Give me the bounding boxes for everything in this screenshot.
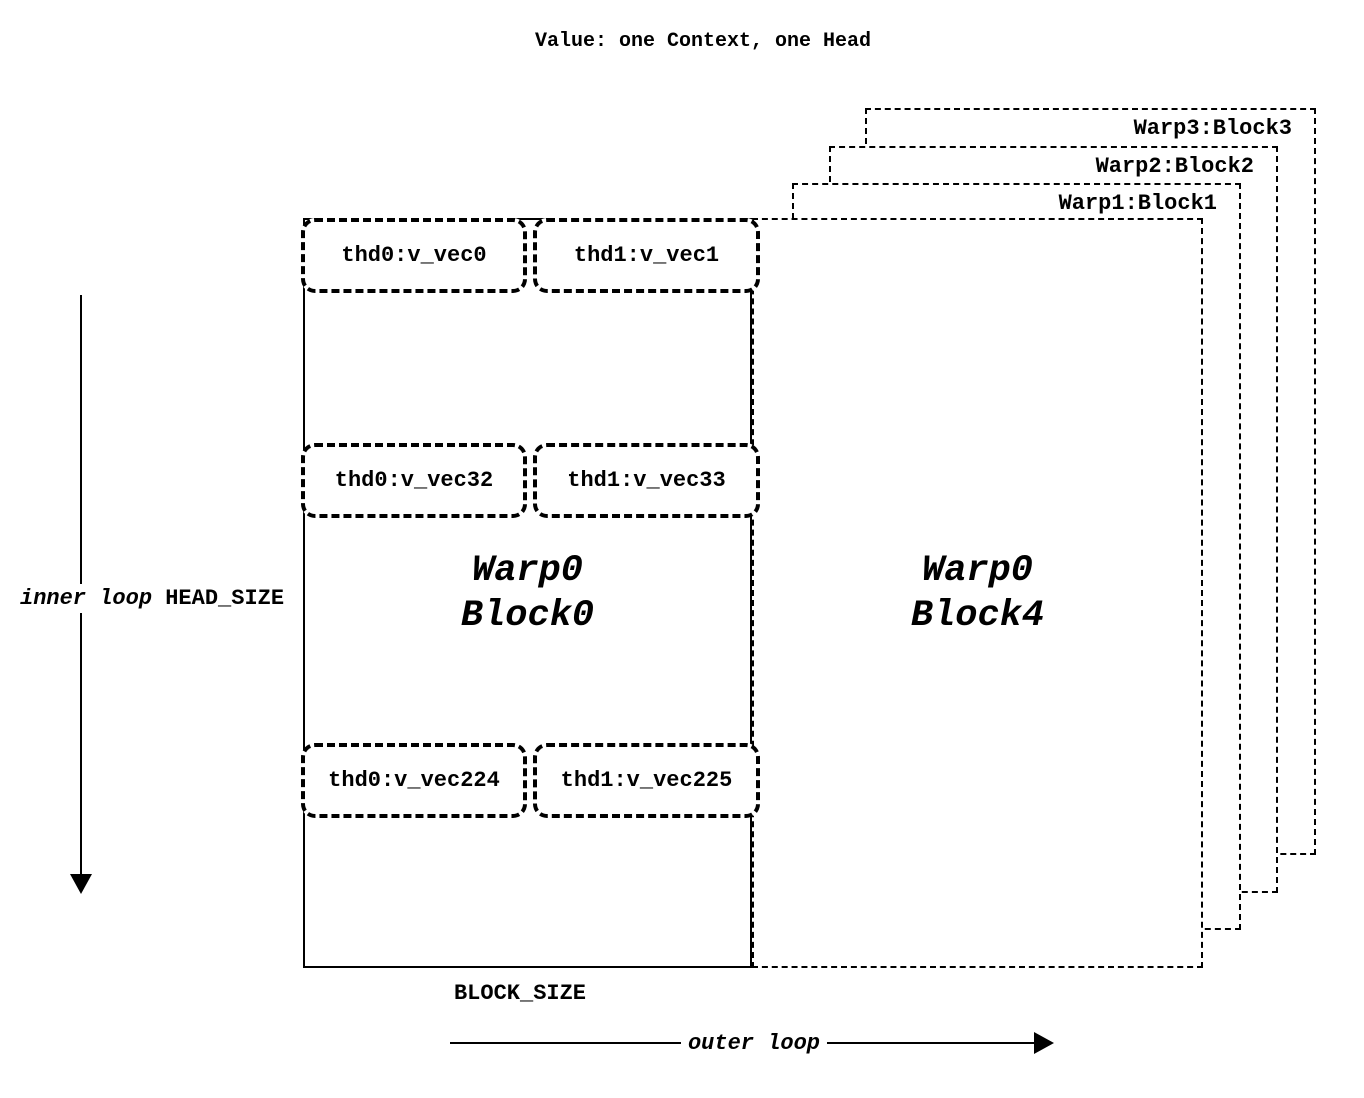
vvec-cell-thd0-row2: thd0:v_vec224 [301, 743, 527, 818]
warp0-block4-label [754, 549, 1201, 639]
warp0-block4-warp-line: Warp0 [921, 550, 1034, 592]
warp2-block2-label: Warp2:Block2 [1095, 154, 1254, 179]
vvec-cell-thd0-row1: thd0:v_vec32 [301, 443, 527, 518]
right-arrowhead-icon [1034, 1032, 1054, 1054]
vvec-cell-thd1-row0: thd1:v_vec1 [533, 218, 760, 293]
block-size-label: BLOCK_SIZE [453, 981, 587, 1006]
vvec-cell-thd1-row1: thd1:v_vec33 [533, 443, 760, 518]
vvec-cell-thd0-row0: thd0:v_vec0 [301, 218, 527, 293]
warp0-block0-warp-line: Warp0 [471, 550, 584, 592]
warp0-block4-block-line: Block4 [910, 595, 1045, 637]
warp0-block0-matrix [303, 218, 752, 968]
head-size-label: HEAD_SIZE [165, 586, 285, 611]
warp0-block4-panel [752, 218, 1203, 968]
warp0-block0-block-line: Block0 [460, 595, 595, 637]
inner-loop-axis-label [20, 584, 288, 613]
warp1-block1-label: Warp1:Block1 [1058, 191, 1217, 216]
inner-loop-label: inner loop [20, 586, 153, 611]
vvec-cell-thd1-row2: thd1:v_vec225 [533, 743, 760, 818]
warp0-block0-label [305, 549, 750, 639]
diagram-title: Value: one Context, one Head [534, 30, 872, 53]
down-arrowhead-icon [70, 874, 92, 894]
outer-loop-label: outer loop [681, 1031, 827, 1056]
warp3-block3-label: Warp3:Block3 [1133, 116, 1292, 141]
